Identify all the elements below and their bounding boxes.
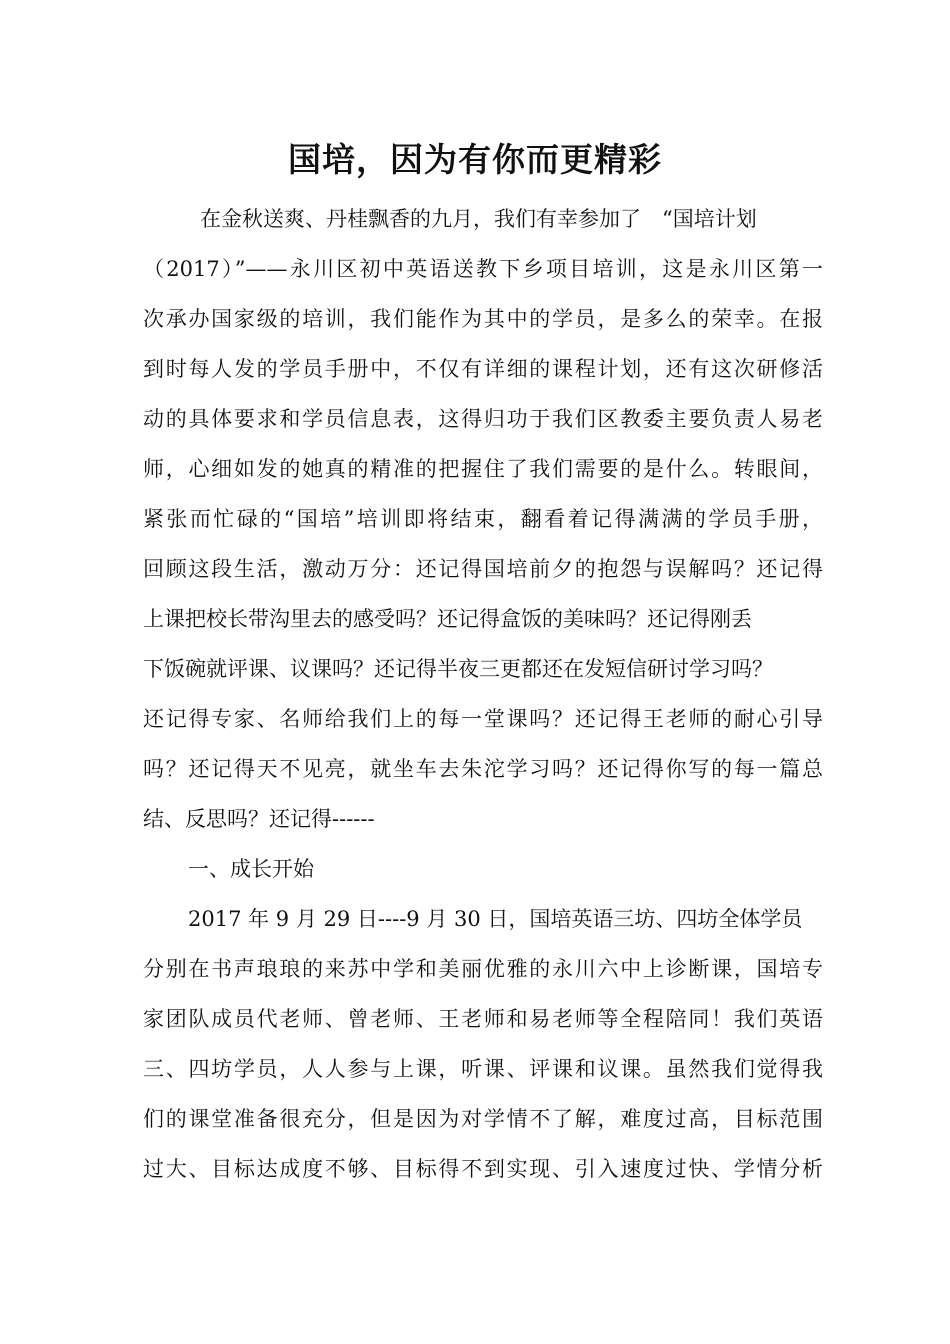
document-title: 国培，因为有你而更精彩 [288, 140, 662, 179]
paragraph-line: 分别在书声琅琅的来苏中学和美丽优雅的永川六中上诊断课，国培专 [143, 957, 823, 981]
paragraph-line: 紧张而忙碌的“国培”培训即将结束，翻看着记得满满的学员手册， [143, 507, 823, 531]
paragraph-line: 结、反思吗？还记得------ [143, 807, 375, 831]
paragraph-line: 师，心细如发的她真的精准的把握住了我们需要的是什么。转眼间， [143, 457, 823, 481]
section-heading: 一、成长开始 [188, 857, 314, 881]
paragraph-line: 家团队成员代老师、曾老师、王老师和易老师等全程陪同！我们英语 [143, 1007, 823, 1031]
paragraph-line: 到时每人发的学员手册中，不仅有详细的课程计划，还有这次研修活 [143, 357, 823, 381]
paragraph-line: 在金秋送爽、丹桂飘香的九月，我们有幸参加了 “国培计划 [200, 207, 757, 231]
paragraph-line: 回顾这段生活，激动万分：还记得国培前夕的抱怨与误解吗？还记得 [143, 557, 823, 581]
paragraph-line: 下饭碗就评课、议课吗？还记得半夜三更都还在发短信研讨学习吗？ [143, 657, 773, 681]
paragraph-line: 上课把校长带沟里去的感受吗？还记得盒饭的美味吗？还记得刚丢 [143, 607, 752, 631]
paragraph-line: 动的具体要求和学员信息表，这得归功于我们区教委主要负责人易老 [143, 407, 823, 431]
paragraph-line: 三、四坊学员，人人参与上课，听课、评课和议课。虽然我们觉得我 [143, 1057, 823, 1081]
paragraph-line: 还记得专家、名师给我们上的每一堂课吗？还记得王老师的耐心引导 [143, 707, 823, 731]
paragraph-line: 2017 年 9 月 29 日----9 月 30 日，国培英语三坊、四坊全体学员 [188, 907, 803, 931]
paragraph-line: 次承办国家级的培训，我们能作为其中的学员，是多么的荣幸。在报 [143, 307, 823, 331]
paragraph-line: （2017）”——永川区初中英语送教下乡项目培训，这是永川区第一 [143, 257, 823, 281]
paragraph-line: 们的课堂准备很充分，但是因为对学情不了解，难度过高，目标范围 [143, 1107, 823, 1131]
paragraph-line: 吗？还记得天不见亮，就坐车去朱沱学习吗？还记得你写的每一篇总 [143, 757, 823, 781]
paragraph-line: 过大、目标达成度不够、目标得不到实现、引入速度过快、学情分析 [143, 1157, 823, 1181]
